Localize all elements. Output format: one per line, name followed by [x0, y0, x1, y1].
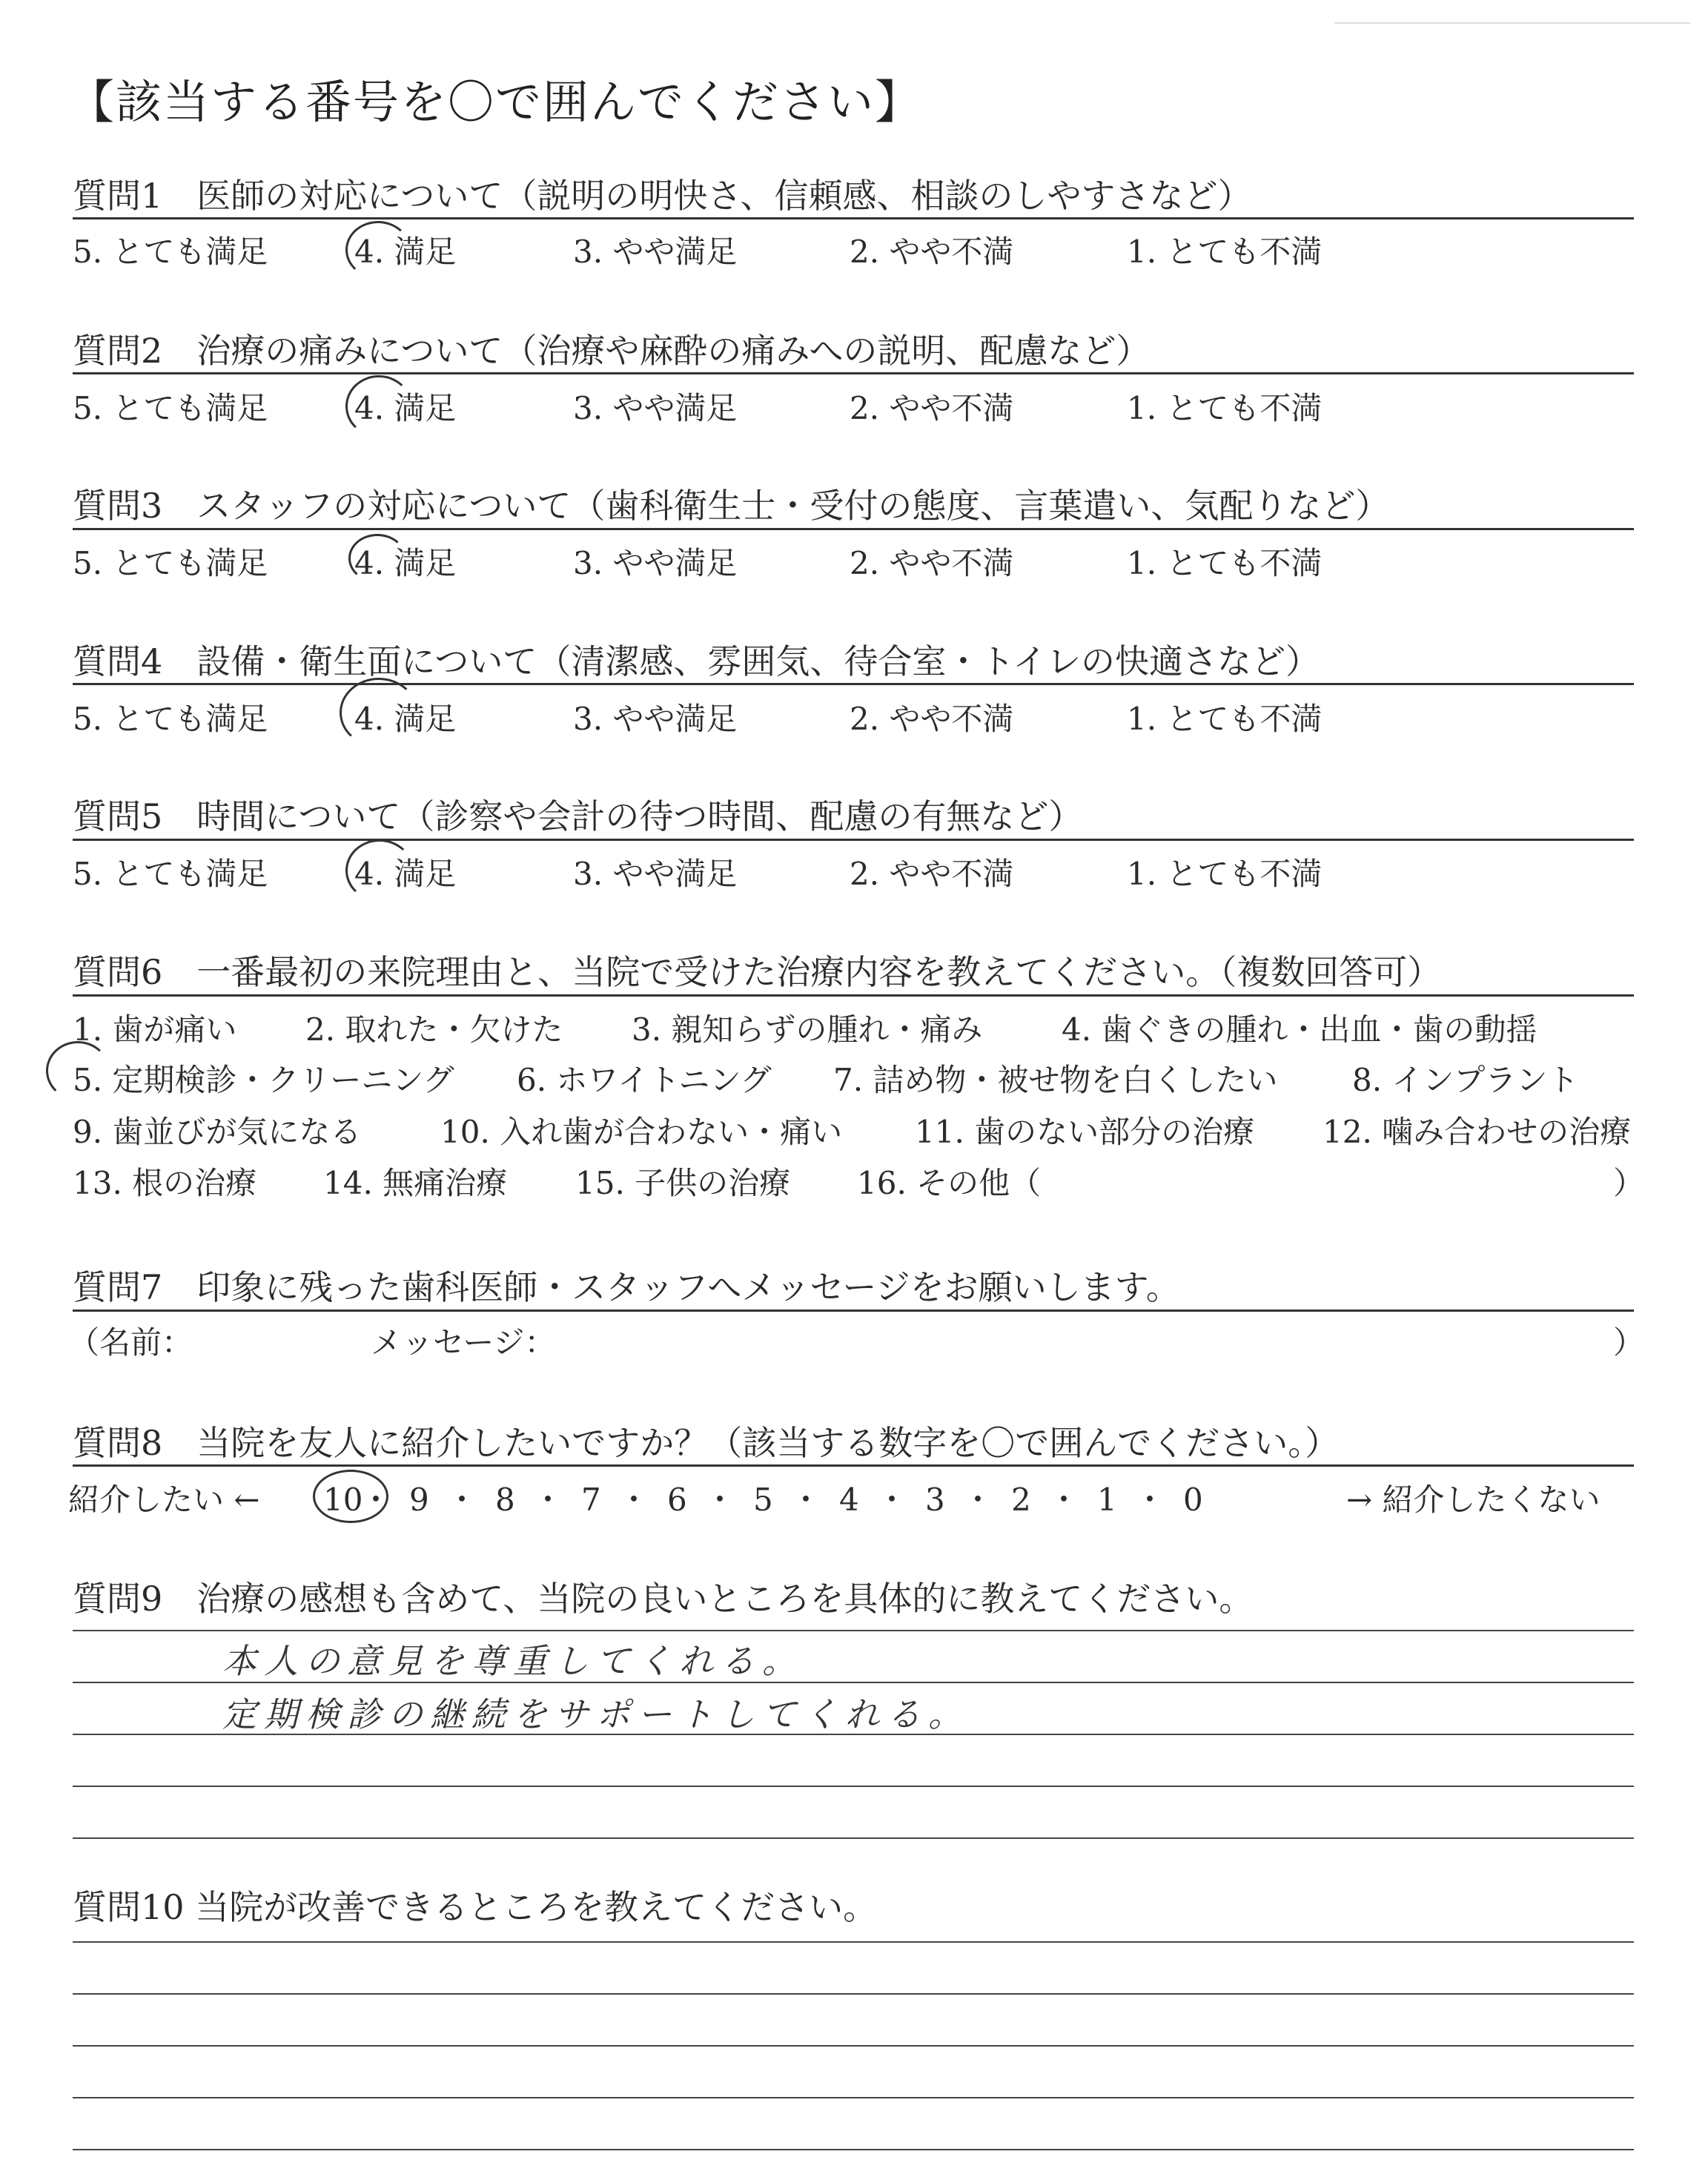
option-2[interactable]: 2. やや不満: [850, 545, 1014, 581]
q6-option-5[interactable]: 5. 定期検診・クリーニング: [73, 1062, 454, 1098]
question-8-rule: [73, 1464, 1634, 1467]
option-5[interactable]: 5. とても満足: [73, 545, 268, 581]
option-5[interactable]: 5. とても満足: [73, 390, 268, 426]
q6-option-15[interactable]: 15. 子供の治療: [575, 1165, 791, 1201]
option-4[interactable]: 4. 満足: [354, 234, 457, 270]
q8-scale: [323, 1476, 1220, 1520]
option-3[interactable]: 3. やや満足: [573, 545, 738, 581]
scale-value-9[interactable]: 9: [409, 1482, 429, 1518]
option-1[interactable]: 1. とても不満: [1127, 234, 1323, 270]
scan-edge-line: [1334, 22, 1690, 24]
selection-circle: [345, 839, 414, 902]
answer-line: [73, 1993, 1634, 1995]
q8-right-label: → 紹介したくない: [1346, 1482, 1601, 1518]
question-3-rule: [73, 528, 1634, 530]
selection-circle: [340, 678, 418, 747]
option-5[interactable]: 5. とても満足: [73, 701, 268, 737]
q6-option-3[interactable]: 3. 親知らずの腫れ・痛み: [632, 1011, 983, 1048]
option-3[interactable]: 3. やや満足: [573, 390, 738, 426]
question-10-title: 質問10 当院が改善できるところを教えてください。: [73, 1887, 878, 1927]
question-5-title: 質問5 時間について（診察や会計の待つ時間、配慮の有無など）: [73, 796, 1083, 836]
scale-value-0[interactable]: 0: [1183, 1482, 1203, 1518]
q9-handwritten-answer-2: 定期検診の継続をサポートしてくれる。: [222, 1694, 970, 1734]
option-3[interactable]: 3. やや満足: [573, 856, 738, 892]
question-1-rule: [73, 217, 1634, 219]
scale-separator: ・: [1048, 1482, 1080, 1518]
q7-close: ）: [1613, 1324, 1645, 1361]
question-1-title: 質問1 医師の対応について（説明の明快さ、信頼感、相談のしやすさなど）: [73, 176, 1252, 216]
q7-message-label: メッセージ：: [371, 1324, 556, 1361]
question-4-title: 質問4 設備・衛生面について（清潔感、雰囲気、待合室・トイレの快適さなど）: [73, 641, 1320, 681]
q6-option-11[interactable]: 11. 歯のない部分の治療: [915, 1114, 1255, 1150]
selection-circle: [46, 1041, 110, 1100]
option-1[interactable]: 1. とても不満: [1127, 545, 1323, 581]
scale-separator: ・: [360, 1482, 392, 1518]
question-7-title: 質問7 印象に残った歯科医師・スタッフへメッセージをお願いします。: [73, 1267, 1180, 1307]
q8-left-label: 紹介したい ←: [68, 1482, 260, 1518]
q6-option-14[interactable]: 14. 無痛治療: [323, 1165, 508, 1201]
q6-other-close: ）: [1613, 1165, 1645, 1201]
answer-line: [73, 2045, 1634, 2047]
option-4[interactable]: 4. 満足: [354, 856, 457, 892]
scale-value-6[interactable]: 6: [667, 1482, 687, 1518]
answer-line: [73, 2149, 1634, 2150]
scale-separator: ・: [446, 1482, 478, 1518]
scale-separator: ・: [876, 1482, 908, 1518]
question-3-title: 質問3 スタッフの対応について（歯科衛生士・受付の態度、言葉遣い、気配りなど）: [73, 486, 1390, 526]
question-5-rule: [73, 839, 1634, 841]
option-1[interactable]: 1. とても不満: [1127, 701, 1323, 737]
q6-option-9[interactable]: 9. 歯並びが気になる: [73, 1114, 362, 1150]
answer-line: [73, 2097, 1634, 2098]
scale-value-2[interactable]: 2: [1011, 1482, 1031, 1518]
question-2-rule: [73, 372, 1634, 374]
question-8-title: 質問8 当院を友人に紹介したいですか？（該当する数字を〇で囲んでください。）: [73, 1423, 1340, 1463]
scale-separator: ・: [962, 1482, 994, 1518]
option-3[interactable]: 3. やや満足: [573, 701, 738, 737]
scale-value-8[interactable]: 8: [495, 1482, 515, 1518]
q6-option-4[interactable]: 4. 歯ぐきの腫れ・出血・歯の動揺: [1062, 1011, 1537, 1048]
answer-line: [73, 1941, 1634, 1943]
option-2[interactable]: 2. やや不満: [850, 701, 1014, 737]
q6-option-1[interactable]: 1. 歯が痛い: [73, 1011, 237, 1048]
option-1[interactable]: 1. とても不満: [1127, 856, 1323, 892]
q6-option-10[interactable]: 10. 入れ歯が合わない・痛い: [440, 1114, 843, 1150]
option-4[interactable]: 4. 満足: [354, 390, 457, 426]
option-3[interactable]: 3. やや満足: [573, 234, 738, 270]
scale-value-10[interactable]: 10: [323, 1482, 363, 1518]
q6-option-16[interactable]: 16. その他（: [857, 1165, 1042, 1201]
option-2[interactable]: 2. やや不満: [850, 856, 1014, 892]
option-2[interactable]: 2. やや不満: [850, 234, 1014, 270]
option-4[interactable]: 4. 満足: [354, 545, 457, 581]
q6-option-2[interactable]: 2. 取れた・欠けた: [305, 1011, 563, 1048]
scale-value-5[interactable]: 5: [753, 1482, 773, 1518]
scale-separator: ・: [1134, 1482, 1166, 1518]
question-6-title: 質問6 一番最初の来院理由と、当院で受けた治療内容を教えてください。（複数回答可）: [73, 952, 1442, 992]
option-5[interactable]: 5. とても満足: [73, 856, 268, 892]
selection-circle: [345, 375, 412, 437]
selection-circle: [345, 221, 411, 279]
question-6-rule: [73, 994, 1634, 997]
option-4[interactable]: 4. 満足: [354, 701, 457, 737]
question-2-title: 質問2 治療の痛みについて（治療や麻酔の痛みへの説明、配慮など）: [73, 331, 1151, 371]
scale-separator: ・: [704, 1482, 736, 1518]
question-7-rule: [73, 1309, 1634, 1312]
selection-circle: [348, 534, 406, 583]
answer-line: [73, 1837, 1634, 1839]
q6-option-13[interactable]: 13. 根の治療: [73, 1165, 257, 1201]
q6-option-7[interactable]: 7. 詰め物・被せ物を白くしたい: [833, 1062, 1278, 1098]
q6-option-8[interactable]: 8. インプラント: [1352, 1062, 1579, 1098]
q6-option-6[interactable]: 6. ホワイトニング: [517, 1062, 772, 1098]
scale-value-4[interactable]: 4: [839, 1482, 859, 1518]
answer-line: [73, 1786, 1634, 1787]
page-heading: 【該当する番号を〇で囲んでください】: [68, 75, 923, 129]
selection-circle: [313, 1470, 392, 1523]
question-9-title: 質問9 治療の感想も含めて、当院の良いところを具体的に教えてください。: [73, 1579, 1254, 1619]
question-4-rule: [73, 683, 1634, 685]
q7-name-label: （名前：: [68, 1324, 193, 1361]
scale-separator: ・: [618, 1482, 650, 1518]
option-1[interactable]: 1. とても不満: [1127, 390, 1323, 426]
scale-value-3[interactable]: 3: [925, 1482, 945, 1518]
scale-separator: ・: [790, 1482, 822, 1518]
option-5[interactable]: 5. とても満足: [73, 234, 268, 270]
q6-option-12[interactable]: 12. 噛み合わせの治療: [1323, 1114, 1632, 1150]
q9-handwritten-answer-1: 本人の意見を尊重してくれる。: [222, 1641, 804, 1681]
scale-separator: ・: [532, 1482, 564, 1518]
scale-value-1[interactable]: 1: [1097, 1482, 1117, 1518]
option-2[interactable]: 2. やや不満: [850, 390, 1014, 426]
answer-line: [73, 1630, 1634, 1631]
scale-value-7[interactable]: 7: [581, 1482, 601, 1518]
